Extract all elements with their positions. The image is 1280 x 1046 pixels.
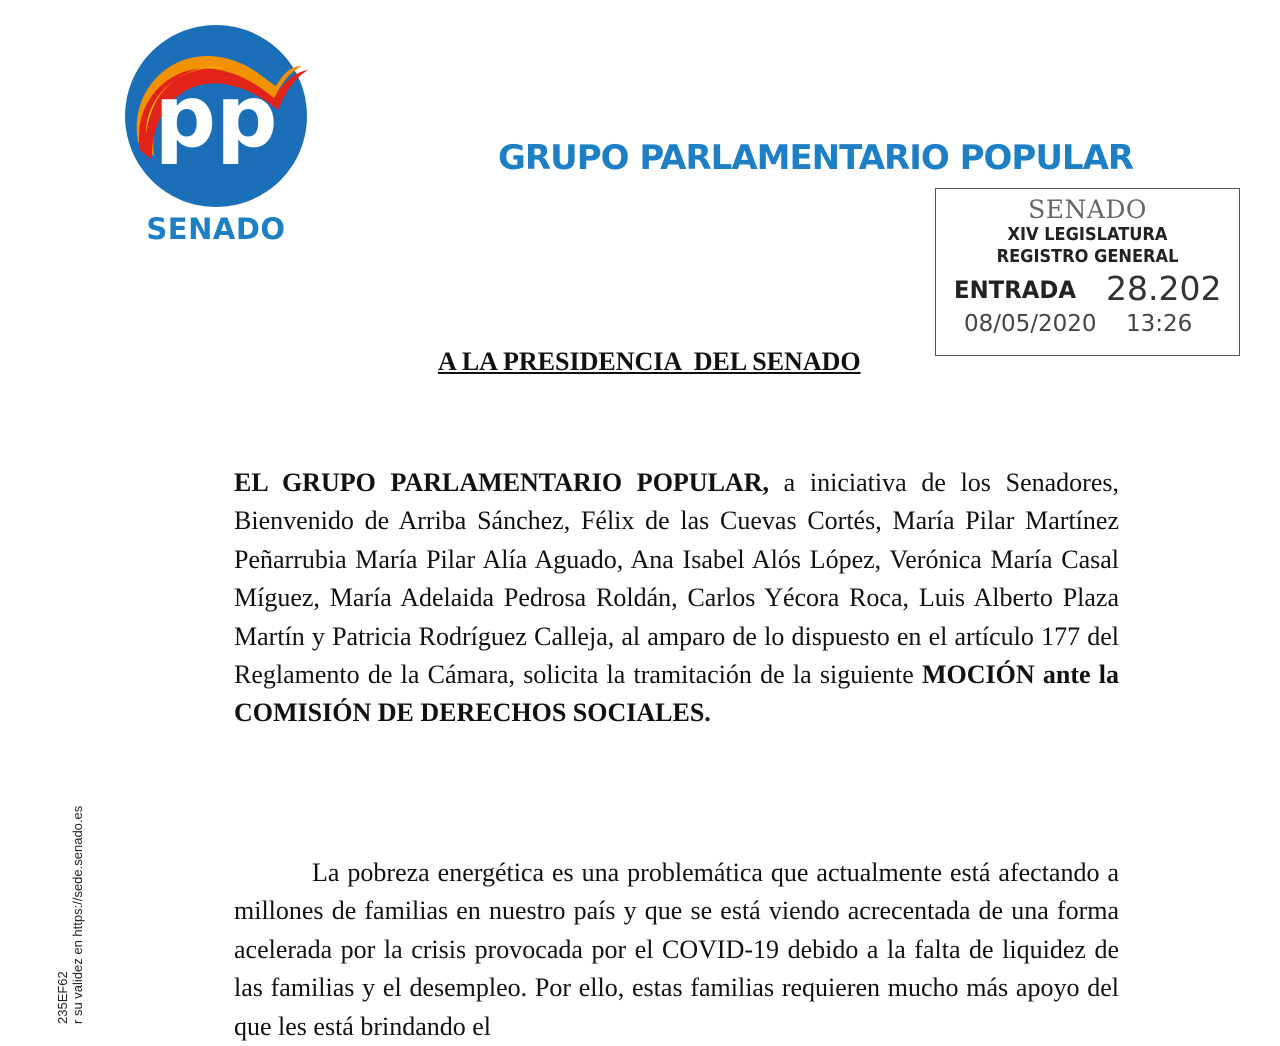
stamp-entry-label: ENTRADA	[954, 276, 1076, 304]
pp-logo	[124, 24, 308, 208]
verification-code: 235EF62	[55, 971, 70, 1024]
verification-note: r su validez en https://sede.senado.es	[70, 805, 85, 1024]
logo-caption: SENADO	[146, 212, 286, 246]
stamp-date: 08/05/2020	[964, 311, 1097, 337]
stamp-time: 13:26	[1126, 311, 1193, 337]
intro-paragraph	[234, 464, 1119, 733]
intro-body: a iniciativa de los Senadores, Bienvenido de Arriba Sánchez, Félix de las Cuevas Cortés, María Pilar Martínez Peñarrubia María Pilar Alía Aguado, Ana Isabel Alós López, Verónica María Casal Míguez, María Adelaida Pedrosa Roldán, Carlos Yécora Roca, Luis Alberto Plaza Martín y Patricia Rodríguez Calleja, al amparo de lo dispuesto en el artículo 177 del Reglamento de la Cámara, solicita la tramitación de la siguiente	[234, 468, 1119, 690]
stamp-registry: REGISTRO GENERAL	[996, 246, 1179, 267]
stamp-entry-number: 28.202	[1106, 269, 1222, 308]
document-addressee: A LA PRESIDENCIA DEL SENADO	[438, 347, 861, 376]
stamp-organization: SENADO	[1028, 195, 1147, 224]
logo-letters: pp	[154, 67, 278, 167]
body-paragraph: La pobreza energética es una problemática que actualmente está afectando a millones de familias en nuestro país y que se está viendo acrecentada de una forma acelerada por la crisis provocada por el COVID-19 debido a la falta de liquidez de las familias y el desempleo. Por ello, estas familias requieren mucho más apoyo del que les está brindando el	[234, 858, 1119, 1041]
group-title: GRUPO PARLAMENTARIO POPULAR	[498, 138, 1134, 178]
registry-stamp	[935, 188, 1240, 356]
intro-tail-bold: MOCIÓN ante la COMISIÓN DE DERECHOS SOCIALES.	[234, 660, 1119, 728]
pp-logo-graphic	[124, 24, 308, 208]
stamp-legislature: XIV LEGISLATURA	[1007, 224, 1168, 245]
intro-lead-bold: EL GRUPO PARLAMENTARIO POPULAR,	[234, 468, 769, 497]
